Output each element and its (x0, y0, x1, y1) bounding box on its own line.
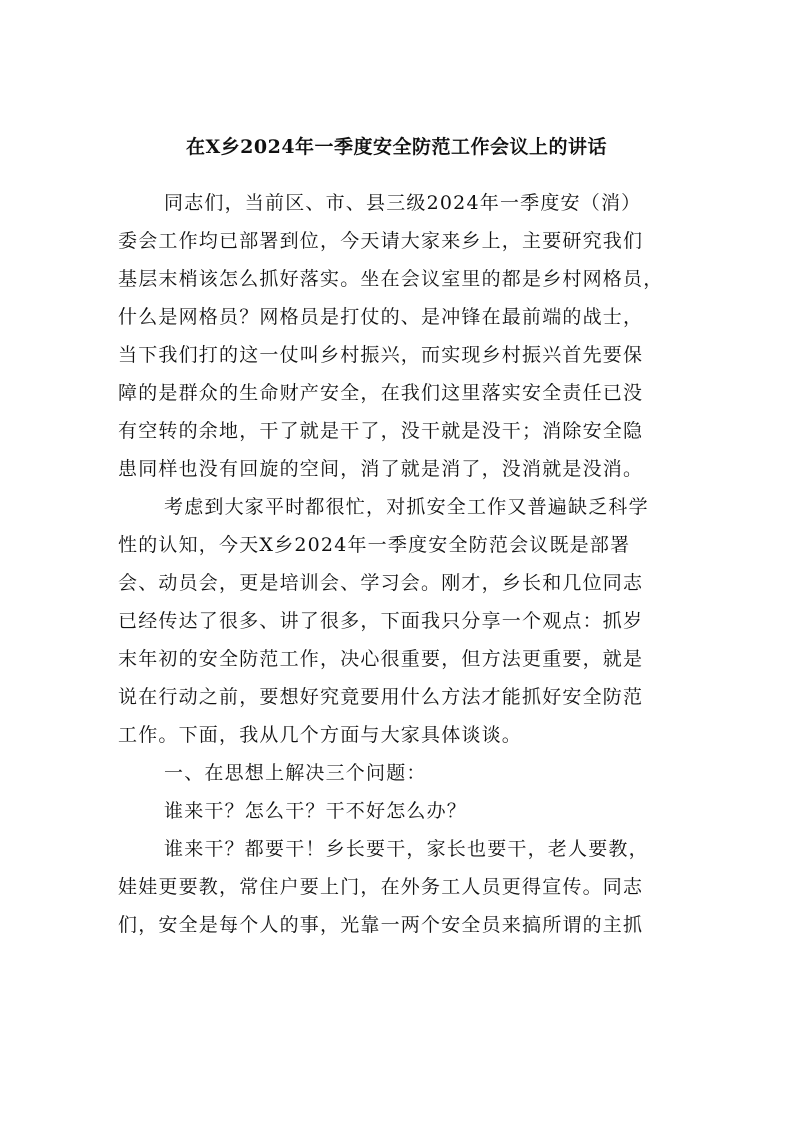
paragraph-line: 障的是群众的生命财产安全，在我们这里落实安全责任已没 (118, 382, 644, 404)
paragraph-line: 说在行动之前，要想好究竟要用什么方法才能抓好安全防范 (118, 686, 644, 708)
paragraph-line: 娃娃更要教，常住户要上门，在外务工人员更得宣传。同志 (118, 876, 644, 898)
paragraph-line: 同志们，当前区、市、县三级2024年一季度安（消） (164, 192, 642, 214)
paragraph-line: 谁来干？怎么干？干不好怎么办？ (164, 800, 468, 822)
paragraph-line: 工作。下面，我从几个方面与大家具体谈谈。 (118, 724, 523, 746)
paragraph-line: 性的认知，今天X乡2024年一季度安全防范会议既是部署 (118, 534, 631, 556)
paragraph-line: 考虑到大家平时都很忙，对抓安全工作又普遍缺乏科学 (164, 496, 649, 518)
document-title: 在X乡2024年一季度安全防范工作会议上的讲话 (185, 136, 608, 158)
paragraph-line: 委会工作均已部署到位，今天请大家来乡上，主要研究我们 (118, 230, 644, 252)
paragraph-line: 们，安全是每个人的事，光靠一两个安全员来搞所谓的主抓 (118, 914, 644, 936)
paragraph-line: 当下我们打的这一仗叫乡村振兴，而实现乡村振兴首先要保 (118, 344, 644, 366)
paragraph-line: 基层末梢该怎么抓好落实。坐在会议室里的都是乡村网格员， (118, 268, 664, 290)
section-heading: 一、在思想上解决三个问题： (164, 762, 427, 784)
paragraph-line: 有空转的余地，干了就是干了，没干就是没干；消除安全隐 (118, 420, 644, 442)
paragraph-line: 已经传达了很多、讲了很多，下面我只分享一个观点：抓岁 (118, 610, 644, 632)
paragraph-line: 末年初的安全防范工作，决心很重要，但方法更重要，就是 (118, 648, 644, 670)
paragraph-line: 谁来干？都要干！乡长要干，家长也要干，老人要教， (164, 838, 649, 860)
paragraph-line: 患同样也没有回旋的空间，消了就是消了，没消就是没消。 (118, 458, 644, 480)
paragraph-line: 会、动员会，更是培训会、学习会。刚才，乡长和几位同志 (118, 572, 644, 594)
paragraph-line: 什么是网格员？网格员是打仗的、是冲锋在最前端的战士， (118, 306, 644, 328)
